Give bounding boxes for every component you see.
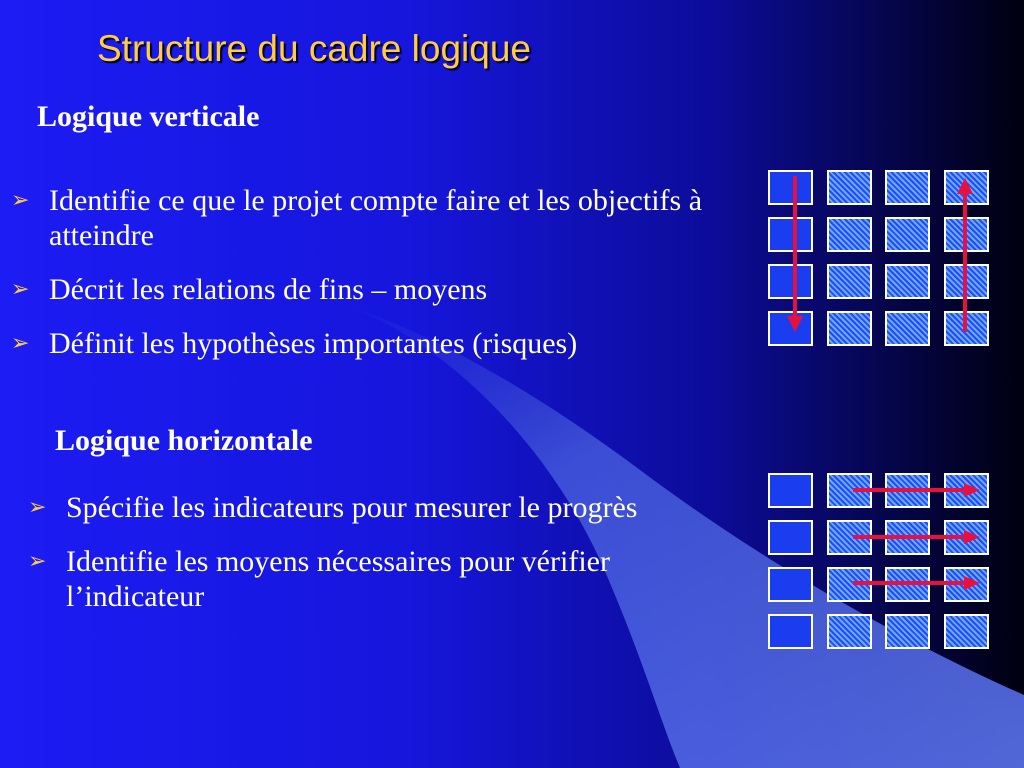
horizontal-logic-list [28,490,726,633]
list-item-text: Spécifie les indicateurs pour mesurer le progrès [66,491,638,524]
heading-horizontal-logic: Logique horizontale [55,424,313,457]
list-item-text: Définit les hypothèses importantes (risques) [49,327,578,360]
arrowhead-bullet-icon: ➢ [11,277,30,302]
list-item-text: Décrit les relations de fins – moyens [49,273,488,306]
list-item [11,183,769,253]
list-item [28,490,726,525]
right-arrow-icon [853,576,980,590]
arrowhead-bullet-icon: ➢ [11,188,30,213]
arrowhead-bullet-icon: ➢ [28,549,47,574]
arrowhead-bullet-icon: ➢ [11,331,30,356]
up-arrow-icon [957,178,973,332]
right-arrow-icon [853,530,980,544]
vertical-logic-grid [768,170,993,350]
horizontal-logic-grid [768,473,993,653]
down-arrow-icon [787,176,803,332]
list-item [28,544,726,614]
heading-vertical-logic: Logique verticale [37,100,260,133]
vertical-logic-list [11,183,769,380]
list-item-text: Identifie ce que le projet compte faire et les objectifs à atteindre [49,184,703,252]
list-item [11,326,769,361]
right-arrow-icon [853,483,980,497]
slide-title: Structure du cadre logique [97,28,531,69]
arrowhead-bullet-icon: ➢ [28,495,47,520]
list-item-text: Identifie les moyens nécessaires pour vérifier l’indicateur [66,545,610,613]
list-item [11,272,769,307]
